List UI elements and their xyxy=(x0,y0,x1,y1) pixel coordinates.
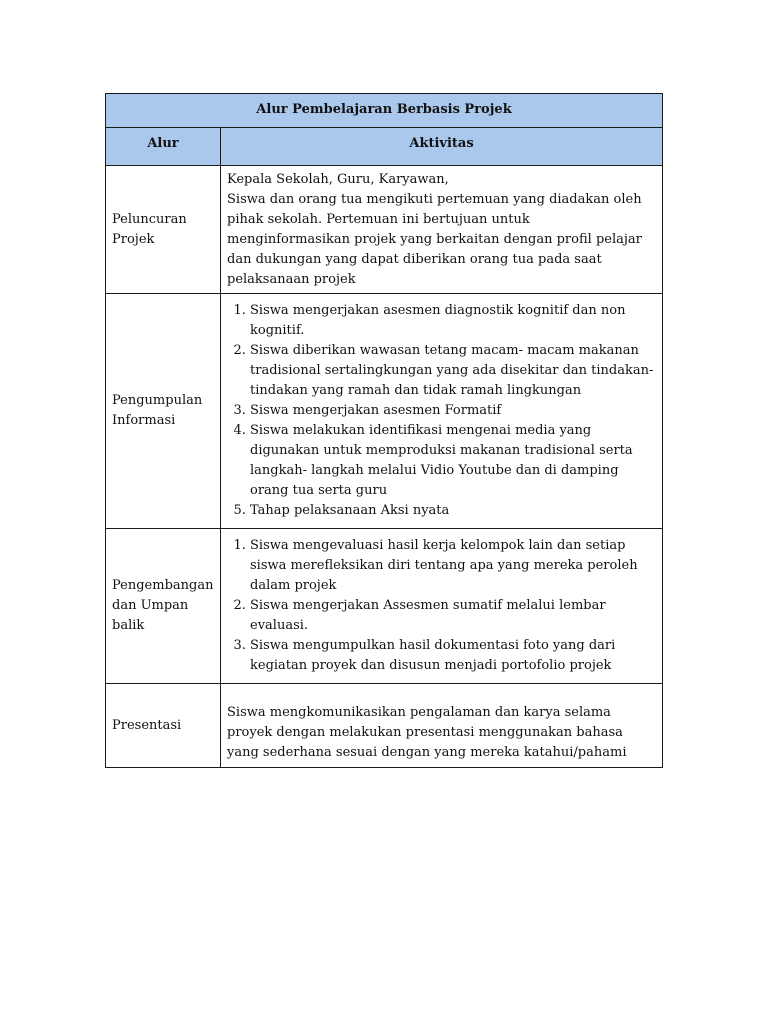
stage-cell: Presentasi xyxy=(106,684,221,768)
list-item: 1. Siswa mengerjakan asesmen diagnostik kognitif dan non kognitif. xyxy=(250,301,656,341)
list-item: 3. Siswa mengumpulkan hasil dokumentasi foto yang dari kegiatan proyek dan disusun menjadi portofolio projek xyxy=(250,636,656,676)
activity-list xyxy=(227,536,656,676)
stage-cell: Peluncuran Projek xyxy=(106,166,221,294)
table-row xyxy=(106,294,663,529)
activity-list xyxy=(227,301,656,521)
activity-cell xyxy=(221,166,663,294)
list-item: 5. Tahap pelaksanaan Aksi nyata xyxy=(250,501,656,521)
header-alur: Alur xyxy=(106,128,221,166)
activity-paragraph: Siswa mengkomunikasikan pengalaman dan karya selama proyek dengan melakukan presentasi menggunakan bahasa yang sederhana sesuai dengan yang mereka katahui/pahami xyxy=(227,704,627,760)
table-row xyxy=(106,529,663,684)
learning-flow-table xyxy=(105,93,663,768)
list-item: 1. Siswa mengevaluasi hasil kerja kelompok lain dan setiap siswa merefleksikan diri tentang apa yang mereka peroleh dalam projek xyxy=(250,536,656,596)
list-item: 2. Siswa diberikan wawasan tetang macam- macam makanan tradisional sertalingkungan yang ada disekitar dan tindakan-tindakan yang ramah dan tidak ramah lingkungan xyxy=(250,341,656,401)
header-aktivitas: Aktivitas xyxy=(221,128,663,166)
table-title: Alur Pembelajaran Berbasis Projek xyxy=(106,94,663,128)
table-row xyxy=(106,684,663,768)
list-item: 4. Siswa melakukan identifikasi mengenai media yang digunakan untuk memproduksi makanan tradisional serta langkah- langkah melalui Vidio Youtube dan di damping orang tua serta guru xyxy=(250,421,656,501)
activity-paragraph: Siswa dan orang tua mengikuti pertemuan yang diadakan oleh pihak sekolah. Pertemuan ini bertujuan untuk menginformasikan projek yang berkaitan dengan profil pelajar dan dukungan yang dapat diberikan orang tua pada saat pelaksanaan projek xyxy=(227,191,642,287)
activity-cell xyxy=(221,529,663,684)
activity-cell xyxy=(221,684,663,768)
list-item: 3. Siswa mengerjakan asesmen Formatif xyxy=(250,401,656,421)
stage-cell: Pengumpulan Informasi xyxy=(106,294,221,529)
activity-cell xyxy=(221,294,663,529)
activity-paragraph: Kepala Sekolah, Guru, Karyawan, xyxy=(227,171,449,187)
table-title-row xyxy=(106,94,663,128)
table-header-row xyxy=(106,128,663,166)
list-item: 2. Siswa mengerjakan Assesmen sumatif melalui lembar evaluasi. xyxy=(250,596,656,636)
table-row xyxy=(106,166,663,294)
stage-cell: Pengembangan dan Umpan balik xyxy=(106,529,221,684)
